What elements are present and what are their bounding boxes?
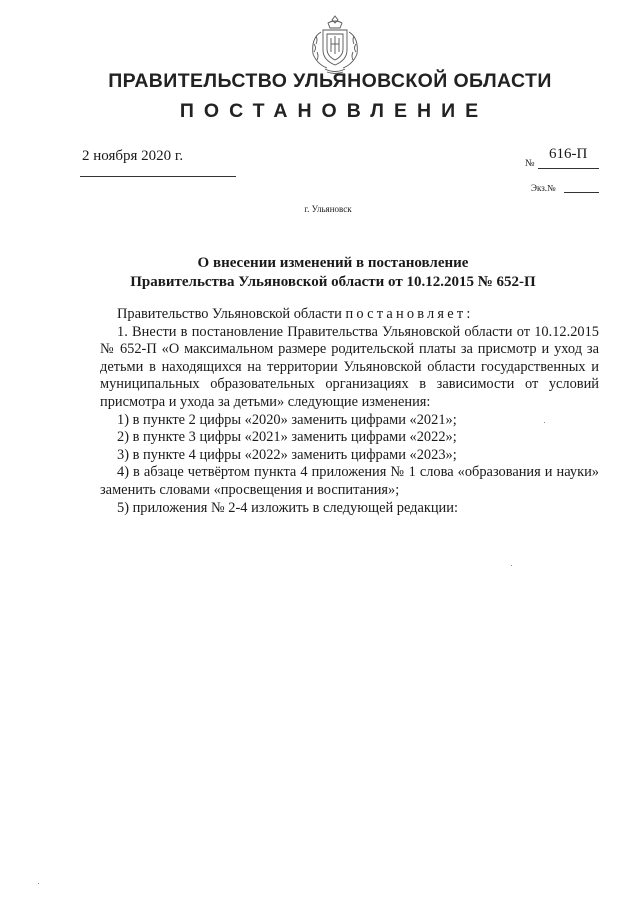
decree-word: постановляет:: [345, 306, 474, 322]
copy-number-label: Экз.№: [531, 183, 556, 193]
ulyanovsk-coat-of-arms-icon: [305, 14, 365, 76]
date-underline: [80, 176, 236, 177]
subitem-5: 5) приложения № 2-4 изложить в следующей редакции:: [117, 499, 458, 516]
intro-paragraph: [100, 306, 599, 324]
intro-prefix: Правительство Ульяновской области: [117, 306, 342, 322]
number-label: №: [525, 158, 535, 169]
document-title: [100, 254, 566, 292]
title-line-1: О внесении изменений в постановление: [197, 255, 469, 271]
document-type: ПОСТАНОВЛЕНИЕ: [179, 100, 489, 122]
document-body: [100, 306, 599, 517]
subitem-3: 3) в пункте 4 цифры «2022» заменить цифрами «2023»;: [117, 446, 457, 463]
title-line-2: Правительства Ульяновской области от 10.12.2015 № 652-П: [130, 274, 536, 290]
government-name: ПРАВИТЕЛЬСТВО УЛЬЯНОВСКОЙ ОБЛАСТИ: [108, 70, 552, 92]
subitem-1: 1) в пункте 2 цифры «2020» заменить цифрами «2021»;: [117, 411, 457, 428]
city-name: г. Ульяновск: [304, 204, 352, 214]
subitem-4: 4) в абзаце четвёртом пункта 4 приложения № 1 слова «образования и науки» заменить словами «просвещения и воспитания»;: [100, 464, 599, 498]
scan-speck: [38, 883, 39, 884]
copy-number-underline: [564, 192, 599, 193]
number-underline: [538, 168, 599, 169]
scan-speck: [511, 565, 512, 566]
subitem-2: 2) в пункте 3 цифры «2021» заменить цифрами «2022»;: [117, 429, 457, 446]
item-1: 1. Внести в постановление Правительства Ульяновской области от 10.12.2015 № 652-П «О максимальном размере родительской платы за присмотр и уход за детьми в находящихся на территории Ульяновской области государственных и муниципальных образовательных организациях в зависимости от условий присмотра и ухода за детьми» следующие изменения:: [100, 323, 599, 410]
decree-date: 2 ноября 2020 г.: [82, 148, 184, 164]
decree-number: 616-П: [549, 146, 588, 162]
scan-speck: [544, 422, 545, 423]
